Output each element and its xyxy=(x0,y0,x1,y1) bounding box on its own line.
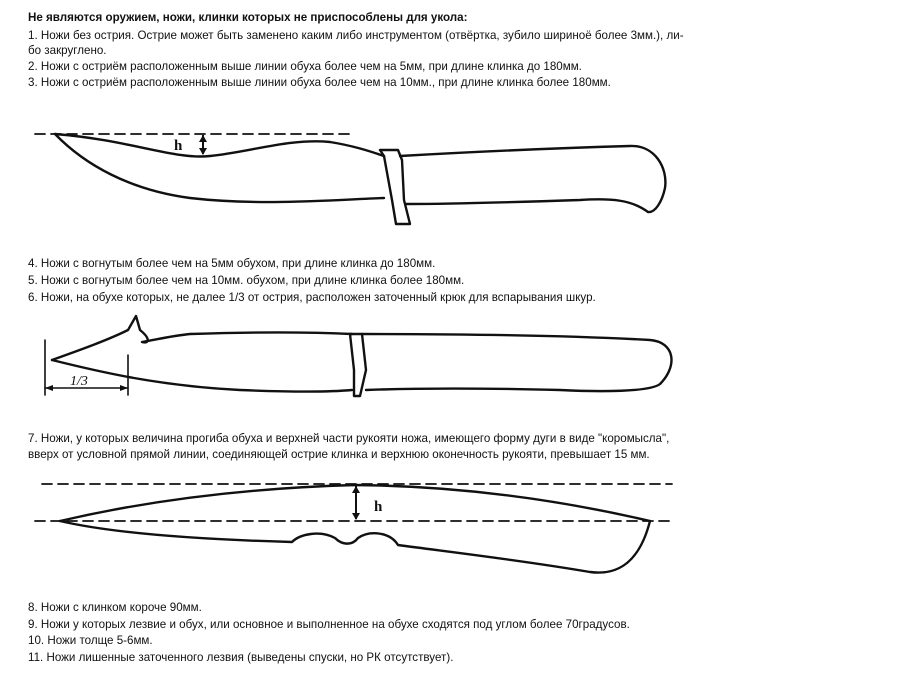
rule-1-line-2: бо закруглено. xyxy=(28,44,107,57)
handle xyxy=(400,146,665,212)
rule-4: 4. Ножи с вогнутым более чем на 5мм обухом, при длине клинка до 180мм. xyxy=(28,257,436,270)
rule-7-line-1: 7. Ножи, у которых величина прогиба обуха и верхней части рукояти ножа, имеющего форму дуги в виде "коромысла", xyxy=(28,432,670,445)
blade-spine xyxy=(55,134,384,157)
rule-7-line-2: вверх от условной прямой линии, соединяющей острие клинка и верхнюю оконечность рукояти, превышает 15 мм. xyxy=(28,448,650,461)
handle xyxy=(362,334,671,391)
knife-figure-gut-hook xyxy=(0,310,900,420)
blade-edge xyxy=(55,134,384,202)
yoke-edge xyxy=(60,521,650,573)
rule-11: 11. Ножи лишенные заточенного лезвия (выведены спуски, но РК отсутствует). xyxy=(28,651,454,664)
guard xyxy=(380,150,410,224)
rule-3: 3. Ножи с остриём расположенным выше линии обуха более чем на 10мм., при длине клинка более 180мм. xyxy=(28,76,611,89)
blade-spine-with-hook xyxy=(52,316,352,360)
rule-8: 8. Ножи с клинком короче 90мм. xyxy=(28,601,202,614)
guard xyxy=(350,334,366,396)
h-label: h xyxy=(174,138,183,154)
blade-edge xyxy=(52,360,352,392)
rule-1-line-1: 1. Ножи без острия. Острие может быть заменено каким либо инструментом (отвёртка, зубило шириноё более 3мм.), ли- xyxy=(28,29,684,42)
h-label: h xyxy=(374,499,383,515)
knife-figure-yoke xyxy=(0,470,900,590)
rule-6: 6. Ножи, на обухе которых, не далее 1/3 от острия, расположен заточенный крюк для вспарывания шкур. xyxy=(28,291,596,304)
rule-10: 10. Ножи толще 5-6мм. xyxy=(28,634,153,647)
rule-5: 5. Ножи с вогнутым более чем на 10мм. обухом, при длине клинка более 180мм. xyxy=(28,274,465,287)
knife-figure-raised-point xyxy=(0,100,900,240)
one-third-label: 1/3 xyxy=(70,374,88,389)
page-title: Не являются оружием, ножи, клинки которых не приспособлены для укола: xyxy=(28,11,468,24)
rule-2: 2. Ножи с остриём расположенным выше линии обуха более чем на 5мм, при длине клинка до 180мм. xyxy=(28,60,582,73)
rule-9: 9. Ножи у которых лезвие и обух, или основное и выполненное на обухе сходятся под углом более 70градусов. xyxy=(28,618,630,631)
